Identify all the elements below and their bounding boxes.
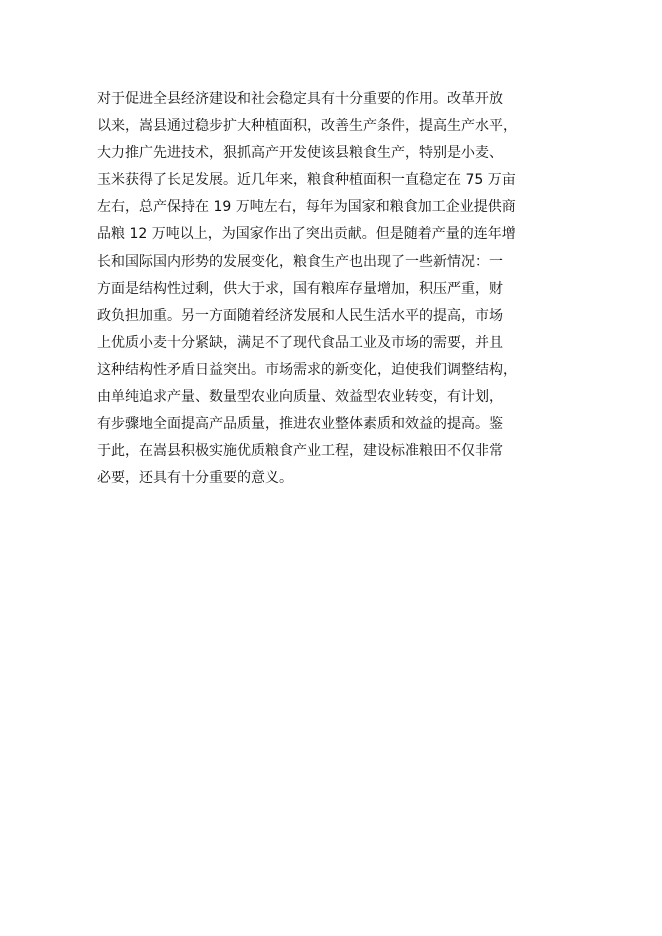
text-line: 以来，嵩县通过稳步扩大种植面积，改善生产条件，提高生产水平， [97, 118, 517, 135]
text-line: 政负担加重。另一方面随着经济发展和人民生活水平的提高，市场 [97, 307, 503, 324]
text-line: 长和国际国内形势的发展变化，粮食生产也出现了一些新情况：一 [97, 253, 503, 270]
text-line: 玉米获得了长足发展。近几年来，粮食种植面积一直稳定在 75 万亩 [97, 172, 516, 189]
text-line: 这种结构性矛盾日益突出。市场需求的新变化，迫使我们调整结构， [97, 361, 517, 378]
text-line: 方面是结构性过剩，供大于求，国有粮库存量增加，积压严重，财 [97, 280, 503, 297]
text-line: 品粮 12 万吨以上，为国家作出了突出贡献。但是随着产量的连年增 [97, 226, 516, 243]
text-line: 大力推广先进技术，狠抓高产开发使该县粮食生产，特别是小麦、 [97, 145, 503, 162]
text-line: 必要，还具有十分重要的意义。 [97, 470, 293, 487]
text-line: 对于促进全县经济建设和社会稳定具有十分重要的作用。改革开放 [97, 91, 503, 107]
body-paragraph [97, 86, 557, 492]
text-line: 于此，在嵩县积极实施优质粮食产业工程，建设标准粮田不仅非常 [97, 443, 503, 460]
text-line: 有步骤地全面提高产品质量，推进农业整体素质和效益的提高。鉴 [97, 416, 503, 433]
text-line: 左右，总产保持在 19 万吨左右，每年为国家和粮食加工企业提供商 [97, 199, 516, 216]
text-line: 由单纯追求产量、数量型农业向质量、效益型农业转变，有计划， [97, 389, 503, 406]
text-line: 上优质小麦十分紧缺，满足不了现代食品工业及市场的需要，并且 [97, 334, 503, 351]
